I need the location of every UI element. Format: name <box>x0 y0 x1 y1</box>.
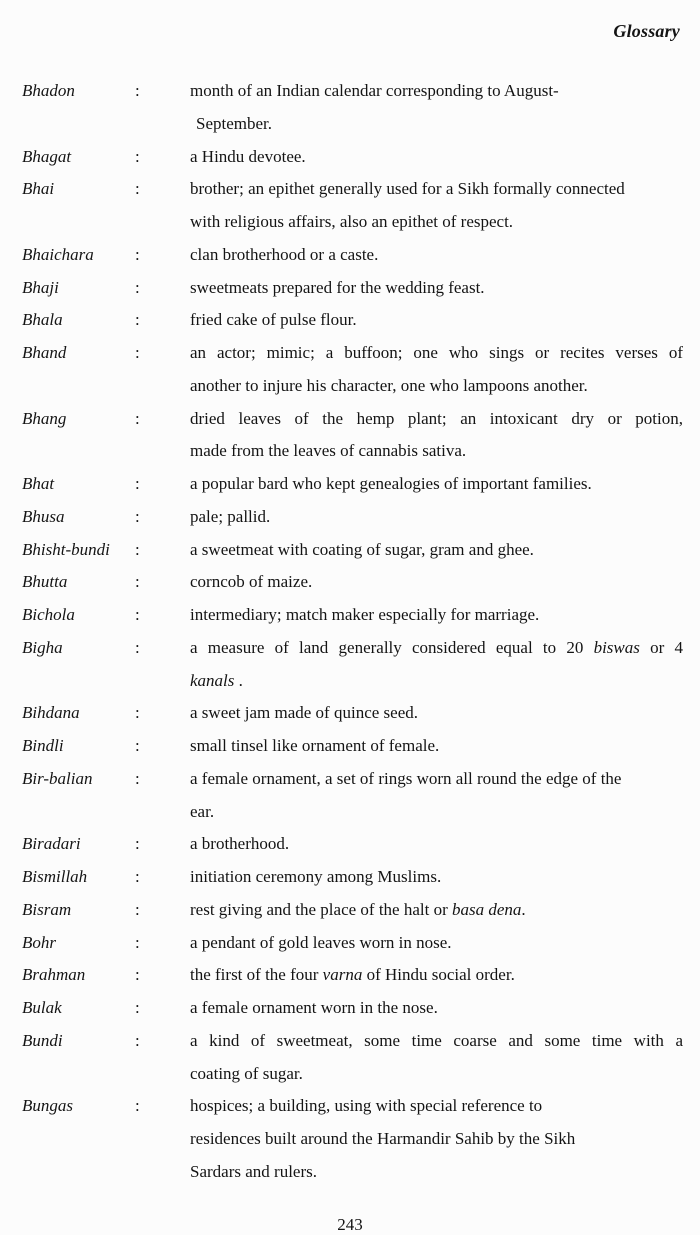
definition-line <box>190 272 683 305</box>
definition-line <box>190 173 683 206</box>
glossary-definition <box>190 1090 683 1188</box>
definition-line <box>190 108 683 141</box>
term-separator: : <box>135 736 140 755</box>
glossary-entry <box>22 566 683 599</box>
plain-text: a sweetmeat with coating of sugar, gram and ghee. <box>190 539 534 559</box>
glossary-entry <box>22 697 683 730</box>
glossary-definition <box>190 927 683 960</box>
glossary-definition <box>190 959 683 992</box>
plain-text: Sardars and rulers. <box>190 1161 317 1181</box>
plain-text: made from the leaves of cannabis sativa. <box>190 441 467 461</box>
term-separator: : <box>135 703 140 723</box>
glossary-term: Bhang <box>22 408 67 428</box>
plain-text: September. <box>196 113 273 133</box>
plain-text: dried leaves of the hemp plant; an intoxicant dry or potion, <box>190 408 683 428</box>
glossary-definition <box>190 75 683 141</box>
glossary-definition <box>190 566 683 599</box>
term-separator: : <box>135 408 140 428</box>
glossary-term: Bhaichara <box>22 244 94 264</box>
term-separator: : <box>135 1030 140 1050</box>
plain-text: corncob of maize. <box>190 572 313 592</box>
plain-text: sweetmeats prepared for the wedding feast. <box>190 277 485 297</box>
glossary-definition <box>190 599 683 632</box>
glossary-entry <box>22 599 683 632</box>
definition-line <box>190 239 683 272</box>
term-separator: : <box>135 932 140 952</box>
glossary-term: Bungas <box>22 1096 73 1116</box>
glossary-list <box>0 75 700 1189</box>
term-separator: : <box>135 834 140 854</box>
definition-line <box>190 1025 683 1058</box>
definition-line <box>190 632 683 665</box>
glossary-entry <box>22 403 683 469</box>
glossary-entry <box>22 173 683 239</box>
definition-line <box>190 403 683 436</box>
definition-line <box>190 861 683 894</box>
glossary-term: Bhai <box>22 179 55 199</box>
glossary-term: Brahman <box>22 965 86 985</box>
glossary-definition <box>190 697 683 730</box>
plain-text: a Hindu devotee. <box>190 146 306 166</box>
plain-text: clan brotherhood or a caste. <box>190 244 379 264</box>
glossary-entry <box>22 1090 683 1188</box>
plain-text: of Hindu social order. <box>362 965 515 985</box>
glossary-term: Bichola <box>22 605 75 624</box>
definition-line <box>190 566 683 599</box>
glossary-entry <box>22 337 683 403</box>
glossary-term: Bhusa <box>22 506 65 526</box>
term-separator: : <box>135 146 140 166</box>
glossary-entry <box>22 141 683 174</box>
plain-text: initiation ceremony among Muslims. <box>190 867 442 886</box>
glossary-term: Bhutta <box>22 572 68 592</box>
glossary-entry <box>22 632 683 698</box>
definition-line <box>190 337 683 370</box>
page-header-title: Glossary <box>613 21 680 41</box>
glossary-term: Bisram <box>22 899 72 919</box>
plain-text: a kind of sweetmeat, some time coarse and some time with a <box>190 1030 683 1050</box>
plain-text: with religious affairs, also an epithet of respect. <box>190 212 514 231</box>
definition-line <box>190 1058 683 1091</box>
term-separator: : <box>135 310 140 330</box>
glossary-entry <box>22 272 683 305</box>
plain-text: . <box>234 670 243 690</box>
glossary-definition <box>190 403 683 469</box>
glossary-entry <box>22 894 683 927</box>
term-separator: : <box>135 506 140 526</box>
plain-text: fried cake of pulse flour. <box>190 310 357 330</box>
glossary-term: Bir-balian <box>22 768 93 788</box>
plain-text: coating of sugar. <box>190 1063 303 1083</box>
glossary-entry <box>22 534 683 567</box>
plain-text: intermediary; match maker especially for marriage. <box>190 605 540 624</box>
glossary-term: Bundi <box>22 1030 63 1050</box>
glossary-definition <box>190 763 683 829</box>
glossary-definition <box>190 992 683 1025</box>
glossary-term: Bhaji <box>22 277 59 297</box>
plain-text: residences built around the Harmandir Sahib by the Sikh <box>190 1129 576 1148</box>
definition-line <box>190 501 683 534</box>
term-separator: : <box>135 965 140 985</box>
term-separator: : <box>135 277 140 297</box>
definition-line <box>190 534 683 567</box>
plain-text: a female ornament worn in the nose. <box>190 998 438 1017</box>
term-separator: : <box>135 605 140 624</box>
plain-text: or 4 <box>639 637 683 657</box>
term-separator: : <box>135 899 140 919</box>
glossary-definition <box>190 239 683 272</box>
term-separator: : <box>135 998 140 1017</box>
definition-line <box>190 730 683 763</box>
definition-line <box>190 599 683 632</box>
definition-line <box>190 665 683 698</box>
definition-line <box>190 1123 683 1156</box>
term-separator: : <box>135 244 140 264</box>
plain-text: small tinsel like ornament of female. <box>190 736 440 755</box>
glossary-definition <box>190 632 683 698</box>
term-separator: : <box>135 343 140 362</box>
glossary-term: Bihdana <box>22 703 80 723</box>
glossary-definition <box>190 141 683 174</box>
plain-text: . <box>521 899 526 919</box>
glossary-entry <box>22 501 683 534</box>
glossary-term: Bhadon <box>22 81 75 100</box>
plain-text: a pendant of gold leaves worn in nose. <box>190 932 452 952</box>
italic-text: basa dena <box>452 899 522 919</box>
definition-line <box>190 370 683 403</box>
plain-text: ear. <box>190 801 215 821</box>
glossary-entry <box>22 304 683 337</box>
glossary-definition <box>190 828 683 861</box>
term-separator: : <box>135 768 140 788</box>
plain-text: hospices; a building, using with special reference to <box>190 1096 543 1116</box>
definition-line <box>190 992 683 1025</box>
glossary-term: Bhat <box>22 474 55 493</box>
plain-text: a brotherhood. <box>190 834 290 854</box>
glossary-entry <box>22 828 683 861</box>
term-separator: : <box>135 572 140 592</box>
definition-line <box>190 468 683 501</box>
glossary-term: Bulak <box>22 998 62 1017</box>
glossary-definition <box>190 1025 683 1091</box>
glossary-term: Bhala <box>22 310 63 330</box>
term-separator: : <box>135 637 140 657</box>
plain-text: a measure of land generally considered equal to 20 <box>190 637 594 657</box>
glossary-definition <box>190 730 683 763</box>
plain-text: a female ornament, a set of rings worn all round the edge of the <box>190 768 622 788</box>
definition-line <box>190 1090 683 1123</box>
plain-text: an actor; mimic; a buffoon; one who sings or recites verses of <box>190 343 683 362</box>
glossary-term: Bigha <box>22 637 63 657</box>
definition-line <box>190 828 683 861</box>
plain-text: the first of the four <box>190 965 323 985</box>
glossary-term: Bhagat <box>22 146 72 166</box>
glossary-definition <box>190 337 683 403</box>
glossary-entry <box>22 763 683 829</box>
definition-line <box>190 141 683 174</box>
term-separator: : <box>135 539 140 559</box>
glossary-definition <box>190 304 683 337</box>
definition-line <box>190 206 683 239</box>
glossary-definition <box>190 894 683 927</box>
page-number: 243 <box>337 1215 363 1234</box>
definition-line <box>190 927 683 960</box>
plain-text: pale; pallid. <box>190 506 271 526</box>
glossary-entry <box>22 927 683 960</box>
term-separator: : <box>135 867 140 886</box>
definition-line <box>190 697 683 730</box>
italic-text: varna <box>322 965 363 985</box>
glossary-definition <box>190 468 683 501</box>
glossary-entry <box>22 959 683 992</box>
definition-line <box>190 796 683 829</box>
plain-text: another to injure his character, one who lampoons another. <box>190 375 588 395</box>
glossary-entry <box>22 239 683 272</box>
definition-line <box>190 1156 683 1189</box>
term-separator: : <box>135 1096 140 1116</box>
definition-line <box>190 894 683 927</box>
glossary-entry <box>22 468 683 501</box>
glossary-entry <box>22 861 683 894</box>
plain-text: brother; an epithet generally used for a Sikh formally connected <box>190 179 625 199</box>
glossary-entry <box>22 992 683 1025</box>
term-separator: : <box>135 474 140 493</box>
glossary-term: Bohr <box>22 932 56 952</box>
glossary-definition <box>190 272 683 305</box>
definition-line <box>190 959 683 992</box>
definition-line <box>190 304 683 337</box>
definition-line <box>190 763 683 796</box>
glossary-entry <box>22 1025 683 1091</box>
definition-line <box>190 435 683 468</box>
glossary-definition <box>190 861 683 894</box>
plain-text: rest giving and the place of the halt or <box>190 899 452 919</box>
plain-text: a popular bard who kept genealogies of important families. <box>190 474 592 493</box>
glossary-term: Bhand <box>22 343 67 362</box>
glossary-definition <box>190 501 683 534</box>
italic-text: biswas <box>593 637 640 657</box>
glossary-definition <box>190 173 683 239</box>
glossary-term: Bhisht-bundi <box>22 539 110 559</box>
glossary-term: Bismillah <box>22 867 88 886</box>
term-separator: : <box>135 81 140 100</box>
glossary-entry <box>22 730 683 763</box>
glossary-definition <box>190 534 683 567</box>
glossary-term: Bindli <box>22 736 64 755</box>
plain-text: a sweet jam made of quince seed. <box>190 703 418 723</box>
term-separator: : <box>135 179 140 199</box>
definition-line <box>190 75 683 108</box>
glossary-entry <box>22 75 683 141</box>
plain-text: month of an Indian calendar corresponding to August- <box>190 81 559 100</box>
glossary-term: Biradari <box>22 834 81 854</box>
italic-text: kanals <box>190 670 235 690</box>
